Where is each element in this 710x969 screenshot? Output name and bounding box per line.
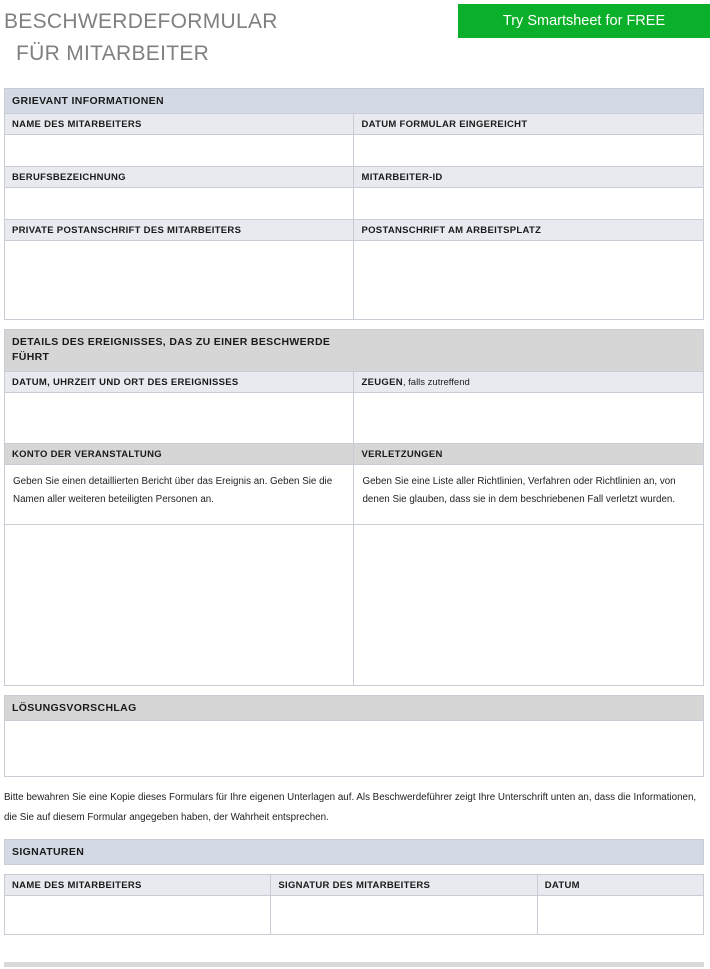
field-account-of-event[interactable] (5, 525, 353, 541)
label-employee-id: MITARBEITER-ID (361, 172, 443, 183)
input-row-name-date (5, 135, 704, 167)
section-header-incident (5, 330, 704, 372)
column-header-date: DATUM (544, 880, 580, 891)
section-header-signatures-label: SIGNATUREN (12, 846, 85, 858)
section-header-incident-line2: FÜHRT (12, 351, 50, 363)
label-row-account-violations (5, 444, 704, 465)
label-date-submitted: DATUM FORMULAR EINGEREICHT (361, 119, 528, 130)
section-header-resolution-label: LÖSUNGSVORSCHLAG (12, 702, 137, 714)
incident-details-table (4, 329, 704, 686)
signatures-table (4, 874, 704, 935)
page-bottom-divider (4, 962, 704, 967)
input-row-resolution (5, 721, 704, 777)
section-header-incident-line1: DETAILS DES EREIGNISSES, DAS ZU EINER BESCHWERDE (12, 336, 331, 348)
label-account-of-event: KONTO DER VERANSTALTUNG (12, 449, 162, 460)
grievant-information-table (4, 88, 704, 320)
proposed-resolution-table (4, 695, 704, 777)
field-proposed-resolution[interactable] (5, 721, 703, 737)
page-title-line1: BESCHWERDEFORMULAR (4, 10, 278, 33)
table-row (5, 896, 704, 935)
page-header (0, 0, 710, 88)
hint-violations: Geben Sie eine Liste aller Richtlinien, Verfahren oder Richtlinien an, von denen Sie glauben, dass sie in dem beschriebenen Fall verletzt wurden. (362, 476, 676, 505)
field-employee-name[interactable] (5, 135, 353, 151)
column-header-employee-signature: SIGNATUR DES MITARBEITERS (278, 880, 431, 891)
retention-notice-text: Bitte bewahren Sie eine Kopie dieses Formulars für Ihre eigenen Unterlagen auf. Als Beschwerdeführer zeigt Ihre Unterschrift unten an, dass die Informationen, die Sie auf diesem Formular angegeben haben, der Wahrheit entsprechen. (4, 792, 697, 823)
field-home-address[interactable] (5, 241, 353, 257)
input-row-jobtitle-id (5, 188, 704, 220)
field-incident-datetime[interactable] (5, 393, 353, 409)
label-violations: VERLETZUNGEN (361, 449, 443, 460)
label-row-datetime-witness (5, 372, 704, 393)
field-signature-employee-name[interactable] (5, 896, 270, 912)
hint-row-account-violations (5, 465, 704, 525)
field-employee-id[interactable] (354, 188, 703, 204)
field-signature-date[interactable] (538, 896, 703, 912)
label-row-addresses (5, 220, 704, 241)
section-header-grievant (5, 89, 704, 114)
field-date-submitted[interactable] (354, 135, 703, 151)
label-row-jobtitle-id (5, 167, 704, 188)
label-employee-name: NAME DES MITARBEITERS (12, 119, 142, 130)
input-row-addresses (5, 241, 704, 320)
field-job-title[interactable] (5, 188, 353, 204)
label-job-title: BERUFSBEZEICHNUNG (12, 172, 126, 183)
input-row-datetime-witness (5, 393, 704, 444)
label-witnesses (354, 372, 703, 392)
field-violations[interactable] (354, 525, 703, 541)
input-row-account-violations (5, 525, 704, 686)
column-header-employee-name: NAME DES MITARBEITERS (12, 880, 142, 891)
section-header-incident-label (5, 330, 703, 371)
label-work-address: POSTANSCHRIFT AM ARBEITSPLATZ (361, 225, 542, 236)
section-header-resolution (5, 696, 704, 721)
section-header-signatures (5, 840, 704, 865)
table-header-row (5, 875, 704, 896)
label-incident-datetime: DATUM, UHRZEIT UND ORT DES EREIGNISSES (12, 377, 239, 388)
label-witnesses-soft: , falls zutreffend (402, 377, 470, 388)
signatures-heading-table (4, 839, 704, 865)
label-home-address: PRIVATE POSTANSCHRIFT DES MITARBEITERS (12, 225, 242, 236)
try-smartsheet-button[interactable]: Try Smartsheet for FREE (458, 4, 710, 38)
label-witnesses-bold: ZEUGEN (361, 377, 403, 388)
field-signature-employee-signature[interactable] (271, 896, 536, 912)
field-witnesses[interactable] (354, 393, 703, 409)
hint-account-of-event: Geben Sie einen detaillierten Bericht über das Ereignis an. Geben Sie die Namen aller weiteren beteiligten Personen an. (13, 476, 333, 505)
field-work-address[interactable] (354, 241, 703, 257)
page-title (4, 6, 424, 70)
section-header-grievant-label: GRIEVANT INFORMATIONEN (12, 95, 164, 107)
label-row-name-date (5, 114, 704, 135)
page-title-line2: FÜR MITARBEITER (16, 42, 210, 65)
